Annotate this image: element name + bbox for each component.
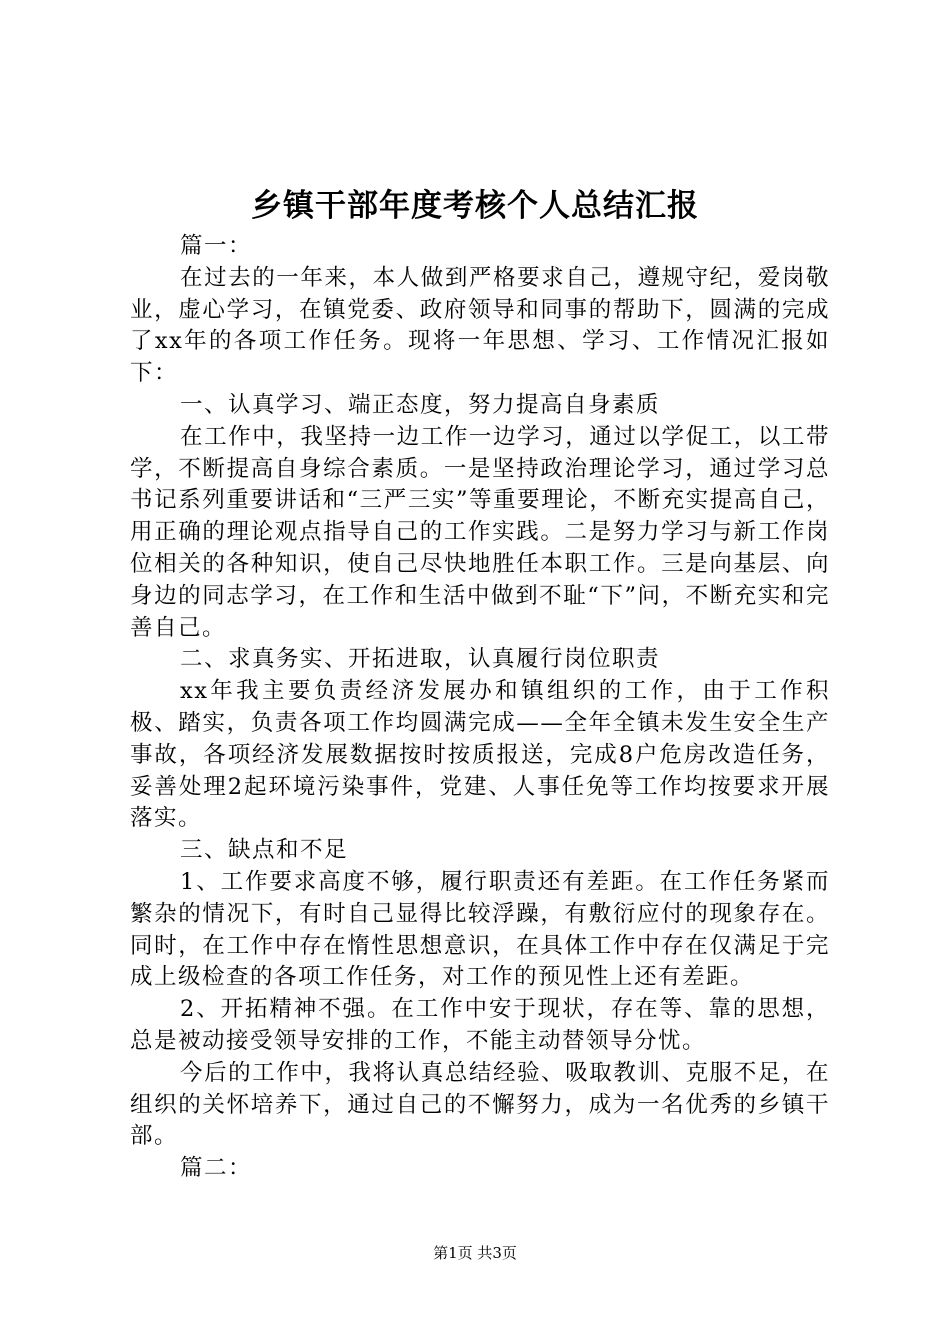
study-paragraph: 在工作中，我坚持一边工作一边学习，通过以学促工，以工带学，不断提高自身综合素质。一是坚持政治理论学习，通过学习总书记系列重要讲话和“三严三实”等重要理论，不断充实提高自己，用正确的理论观点指导自己的工作实践。二是努力学习与新工作岗位相关的各种知识，使自己尽快地胜任本职工作。三是向基层、向身边的同志学习，在工作和生活中做到不耻“下”问，不断充实和完善自己。 — [130, 423, 830, 641]
shortcoming-item-1: 1、工作要求高度不够，履行职责还有差距。在工作任务紧而繁杂的情况下，有时自己显得比较浮躁，有敷衍应付的现象存在。同时，在工作中存在惰性思想意识，在具体工作中存在仅满足于完成上级检查的各项工作任务，对工作的预见性上还有差距。 — [130, 868, 830, 991]
section-heading-shortcomings: 三、缺点和不足 — [180, 837, 349, 864]
document-body — [130, 231, 830, 1185]
section-heading-part-two: 篇二： — [180, 1155, 253, 1182]
shortcoming-item-2: 2、开拓精神不强。在工作中安于现状，存在等、靠的思想，总是被动接受领导安排的工作，不能主动替领导分忧。 — [130, 996, 830, 1054]
conclusion-paragraph: 今后的工作中，我将认真总结经验、吸取教训、克服不足，在组织的关怀培养下，通过自己的不懈努力，成为一名优秀的乡镇干部。 — [130, 1059, 830, 1150]
duties-paragraph: xx年我主要负责经济发展办和镇组织的工作，由于工作积极、踏实，负责各项工作均圆满完成——全年全镇未发生安全生产事故，各项经济发展数据按时按质报送，完成8户危房改造任务，妥善处理2起环境污染事件，党建、人事任免等工作均按要求开展落实。 — [130, 678, 830, 832]
section-heading-study: 一、认真学习、端正态度，努力提高自身素质 — [180, 391, 661, 418]
document-title: 乡镇干部年度考核个人总结汇报 — [251, 188, 699, 224]
section-heading-part-one: 篇一： — [180, 233, 253, 259]
section-heading-duties: 二、求真务实、开拓进取，认真履行岗位职责 — [180, 646, 661, 673]
intro-paragraph: 在过去的一年来，本人做到严格要求自己，遵规守纪，爱岗敬业，虚心学习，在镇党委、政府领导和同事的帮助下，圆满的完成了xx年的各项工作任务。现将一年思想、学习、工作情况汇报如下： — [130, 264, 830, 387]
page-number: 第1页 共3页 — [433, 1244, 517, 1262]
